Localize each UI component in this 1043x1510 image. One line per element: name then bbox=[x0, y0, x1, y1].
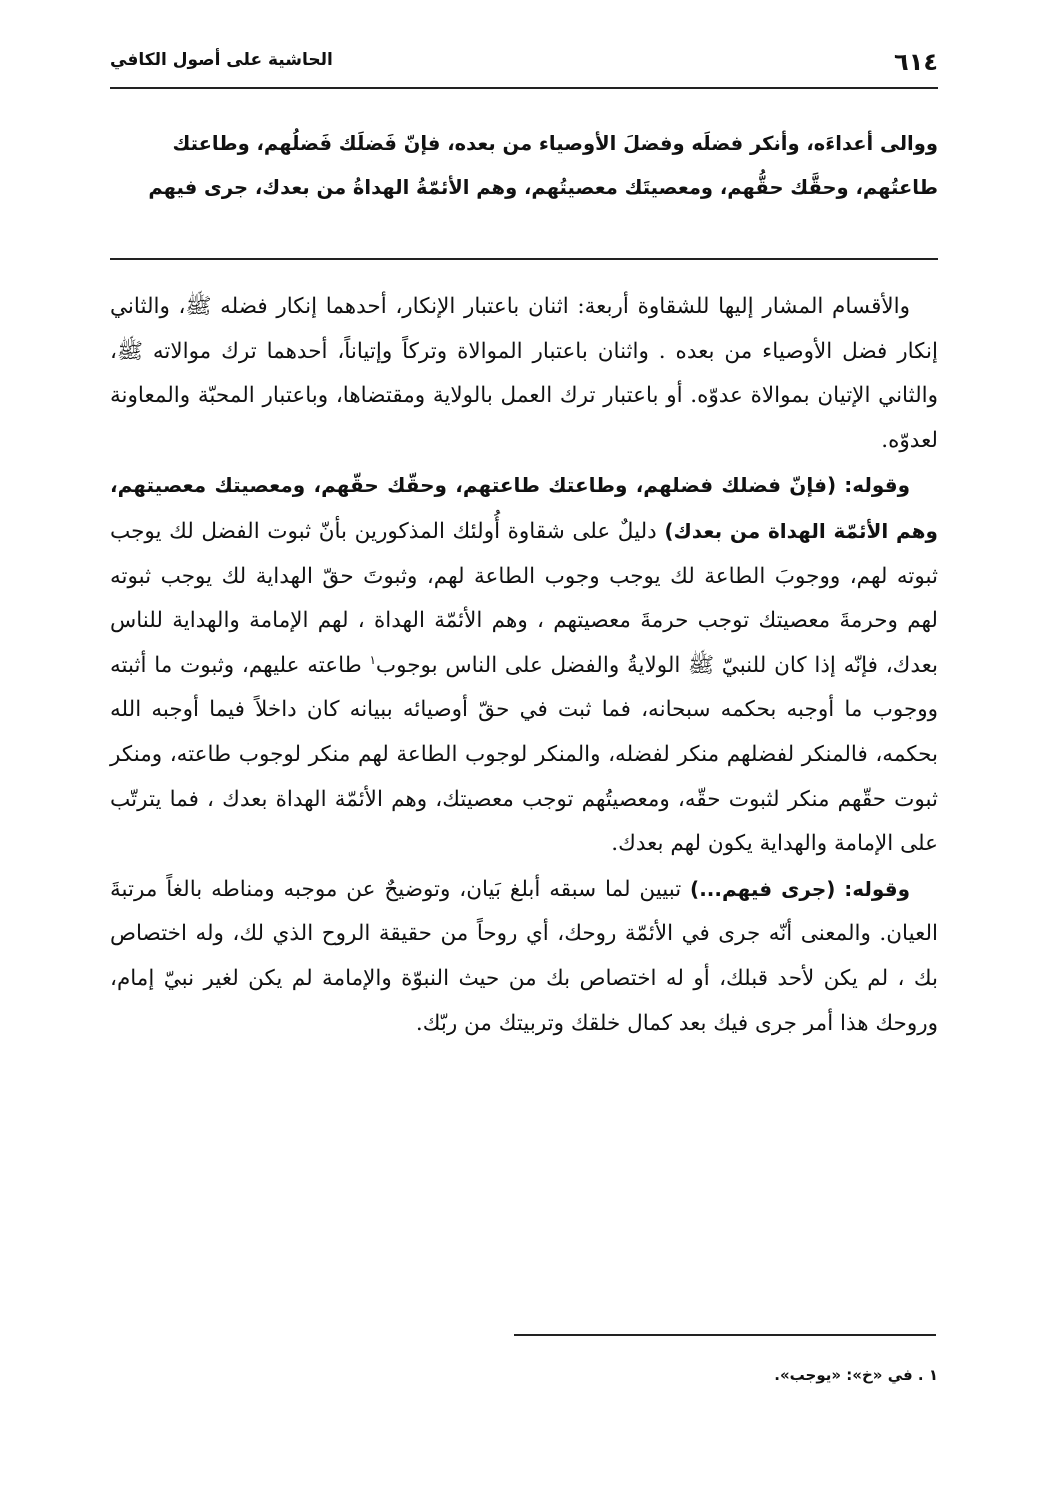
page-header bbox=[110, 44, 938, 84]
footnote-divider bbox=[514, 1334, 936, 1336]
quote-label: وقوله: bbox=[844, 876, 910, 901]
hadith-line-2: طاعتُهم، وحقَّك حقُّهم، ومعصيتَك معصيتُهم، وهم الأئمّةُ الهداةُ من بعدك، جرى فيهم bbox=[148, 176, 938, 199]
quoted-phrase: (فإنّ فضلك فضلهم، وطاعتك طاعتهم، وحقّك حقّهم، ومعصيتك معصيتهم، وهم الأئمّة الهداة من بعدك) bbox=[110, 473, 938, 543]
text-divider bbox=[110, 258, 938, 260]
commentary-paragraph-2 bbox=[110, 463, 938, 866]
commentary-text: تبيين لما سبقه أبلغ بَيان، وتوضيحٌ عن موجبه ومناطه بالغاً مرتبةَ العيان. والمعنى أنّه جرى في الأئمّة روحك، أي روحاً من حقيقة الروح الذي لك، وله اختصاص بك ، لم يكن لأحد قبلك، أو له اختصاص بك من حيث النبوّة والإمامة لم يكن لغير نبيّ إمام، وروحك هذا أمر جرى فيك بعد كمال خلقك وتربيتك من ربّك. bbox=[110, 876, 938, 1036]
footnote-reference: ١ bbox=[369, 652, 376, 667]
commentary-text: طاعته عليهم، وثبوت ما أثبته ووجوب ما أوجبه بحكمه سبحانه، فما ثبت في حقّ أوصيائه ببيانه كان داخلاً فيما أوجبه الله بحكمه، فالمنكر لفضلهم منكر لفضله، والمنكر لوجوب الطاعة لهم منكر لوجوب طاعته، ومنكر ثبوت حقّهم منكر لثبوت حقّه، ومعصيتُهم توجب معصيتك، وهم الأئمّة الهداة بعدك ، فما يترتّب على الإمامة والهداية يكون لهم بعدك. bbox=[110, 652, 938, 857]
quoted-phrase: (جرى فيهم...) bbox=[690, 876, 836, 901]
hadith-text bbox=[110, 122, 938, 210]
commentary bbox=[110, 285, 938, 1046]
quote-label: وقوله: bbox=[844, 473, 910, 498]
commentary-paragraph-3 bbox=[110, 867, 938, 1046]
footnote: ١ . في «خ»: «يوجب». bbox=[774, 1366, 938, 1384]
header-divider bbox=[110, 87, 938, 89]
page-number: ٦١٤ bbox=[894, 48, 938, 76]
hadith-line-1: ووالى أعداءَه، وأنكر فضلَه وفضلَ الأوصياء من بعده، فإنّ فَضلَك فَضلُهم، وطاعتك bbox=[172, 132, 938, 155]
commentary-paragraph-1: والأقسام المشار إليها للشقاوة أربعة: اثنان باعتبار الإنكار، أحدهما إنكار فضله ﷺ، والثاني إنكار فضل الأوصياء من بعده . واثنان باعتبار الموالاة وتركاً وإتياناً، أحدهما ترك موالاته ﷺ، والثاني الإتيان بموالاة عدوّه. أو باعتبار ترك العمل بالولاية ومقتضاها، وباعتبار المحبّة والمعاونة لعدوّه. bbox=[110, 294, 938, 453]
commentary-text: دليلٌ على شقاوة أُولئك المذكورين بأنّ ثبوت الفضل لك يوجب ثبوته لهم، ووجوبَ الطاعة لك يوجب وجوب الطاعة لهم، وثبوتَ حقّ الهداية لك يوجب ثبوته لهم وحرمةَ معصيتك توجب حرمةَ معصيتهم ، وهم الأئمّة الهداة ، لهم الإمامة والهداية للناس بعدك، فإنّه إذا كان للنبيّ ﷺ الولايةُ والفضل على الناس بوجوب bbox=[110, 518, 938, 678]
running-title: الحاشية على أصول الكافي bbox=[110, 50, 333, 70]
